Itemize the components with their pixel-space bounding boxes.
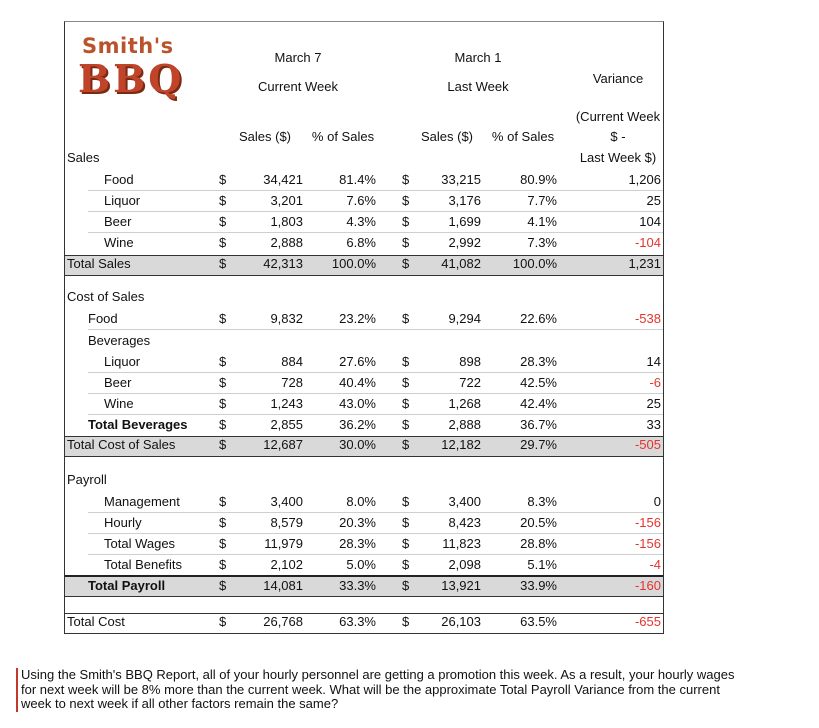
currency-sign: $ <box>402 494 410 509</box>
row-label: Wine <box>104 235 134 250</box>
currency-sign: $ <box>402 578 410 593</box>
variance-cell: -156 <box>634 536 661 551</box>
row-divider <box>88 329 663 330</box>
current-sales-cell: 8,579 <box>270 515 303 530</box>
row-label: Liquor <box>104 193 141 208</box>
currency-sign: $ <box>219 515 227 530</box>
current-pct-cell: 4.3% <box>346 214 376 229</box>
last-sales-cell: 1,699 <box>448 214 481 229</box>
currency-sign: $ <box>219 354 227 369</box>
row-divider <box>88 414 663 415</box>
current-pct-cell: 7.6% <box>346 193 376 208</box>
row-label: Liquor <box>104 354 141 369</box>
current-sales-cell: 14,081 <box>263 578 303 593</box>
variance-cell: 0 <box>653 494 661 509</box>
current-sales-cell: 26,768 <box>263 614 303 629</box>
current-date: March 7 <box>274 50 322 65</box>
currency-sign: $ <box>402 193 410 208</box>
currency-sign: $ <box>219 311 227 326</box>
current-pct-cell: 43.0% <box>339 396 376 411</box>
variance-cell: -505 <box>634 437 661 452</box>
current-pct-cell: 5.0% <box>346 557 376 572</box>
current-label: Current Week <box>258 79 338 94</box>
last-sales-cell: 3,400 <box>448 494 481 509</box>
variance-def-3: Last Week $) <box>579 150 657 165</box>
current-sales-cell: 884 <box>281 354 303 369</box>
current-sales-cell: 9,832 <box>270 311 303 326</box>
current-pct-cell: 36.2% <box>339 417 376 432</box>
current-pct-cell: 6.8% <box>346 235 376 250</box>
logo-text-bottom: BBQ <box>78 56 185 101</box>
last-date: March 1 <box>454 50 502 65</box>
currency-sign: $ <box>402 614 410 629</box>
row-label: Total Cost <box>67 614 125 629</box>
last-sales-cell: 722 <box>459 375 481 390</box>
currency-sign: $ <box>219 256 227 271</box>
last-pct-cell: 36.7% <box>520 417 557 432</box>
currency-sign: $ <box>219 557 227 572</box>
variance-cell: -104 <box>634 235 661 250</box>
variance-cell: 1,231 <box>628 256 661 271</box>
current-sales-cell: 2,855 <box>270 417 303 432</box>
section-payroll: Payroll <box>67 472 107 487</box>
current-sales-cell: 42,313 <box>263 256 303 271</box>
last-sales-cell: 8,423 <box>448 515 481 530</box>
variance-cell: 25 <box>646 193 661 208</box>
row-divider <box>88 190 663 191</box>
row-label: Hourly <box>104 515 142 530</box>
row-label: Total Payroll <box>88 578 166 593</box>
current-sales-cell: 1,803 <box>270 214 303 229</box>
row-label: Total Beverages <box>88 417 188 432</box>
currency-sign: $ <box>402 311 410 326</box>
currency-sign: $ <box>219 437 227 452</box>
last-pct-cell: 33.9% <box>520 578 557 593</box>
variance-def-2: $ - <box>610 129 626 144</box>
current-sales-cell: 11,979 <box>264 536 303 551</box>
last-pct-cell: 5.1% <box>527 557 557 572</box>
last-label: Last Week <box>447 79 509 94</box>
row-label: Total Cost of Sales <box>67 437 176 452</box>
currency-sign: $ <box>219 417 227 432</box>
currency-sign: $ <box>219 214 227 229</box>
current-pct-cell: 28.3% <box>339 536 376 551</box>
currency-sign: $ <box>219 494 227 509</box>
last-pct-cell: 80.9% <box>520 172 557 187</box>
current-pct-cell: 23.2% <box>339 311 376 326</box>
currency-sign: $ <box>219 536 227 551</box>
last-pct-cell: 7.7% <box>527 193 557 208</box>
section-cost: Cost of Sales <box>67 289 145 304</box>
last-sales-cell: 1,268 <box>448 396 481 411</box>
last-sales-cell: 2,888 <box>448 417 481 432</box>
rule <box>65 575 663 577</box>
last-sales-cell: 26,103 <box>441 614 481 629</box>
row-label: Food <box>104 172 134 187</box>
currency-sign: $ <box>402 557 410 572</box>
row-divider <box>88 533 663 534</box>
current-pct-cell: 33.3% <box>339 578 376 593</box>
currency-sign: $ <box>219 375 227 390</box>
currency-sign: $ <box>402 172 410 187</box>
row-divider <box>88 393 663 394</box>
last-pct-cell: 7.3% <box>527 235 557 250</box>
variance-cell: -655 <box>634 614 661 629</box>
last-pct-cell: 100.0% <box>512 256 557 271</box>
currency-sign: $ <box>402 214 410 229</box>
last-sales-cell: 12,182 <box>441 437 481 452</box>
current-pct-cell: 100.0% <box>331 256 376 271</box>
last-sales-cell: 11,823 <box>442 536 481 551</box>
variance-cell: -6 <box>649 375 661 390</box>
row-divider <box>88 232 663 233</box>
currency-sign: $ <box>219 396 227 411</box>
current-pct-cell: 8.0% <box>346 494 376 509</box>
last-pct-cell: 28.3% <box>520 354 557 369</box>
col-last-sales: Sales ($) <box>420 129 474 144</box>
currency-sign: $ <box>402 375 410 390</box>
currency-sign: $ <box>219 235 227 250</box>
current-pct-cell: 81.4% <box>339 172 376 187</box>
current-pct-cell: 63.3% <box>339 614 376 629</box>
last-sales-cell: 41,082 <box>441 256 481 271</box>
current-sales-cell: 3,201 <box>270 193 303 208</box>
variance-cell: -156 <box>634 515 661 530</box>
last-sales-cell: 898 <box>459 354 481 369</box>
currency-sign: $ <box>402 515 410 530</box>
current-sales-cell: 12,687 <box>263 437 303 452</box>
currency-sign: $ <box>219 172 227 187</box>
currency-sign: $ <box>402 354 410 369</box>
variance-def-1: (Current Week <box>575 109 661 124</box>
last-sales-cell: 13,921 <box>441 578 481 593</box>
rule <box>65 596 663 597</box>
rule <box>65 456 663 457</box>
current-sales-cell: 2,888 <box>270 235 303 250</box>
last-sales-cell: 3,176 <box>448 193 481 208</box>
current-sales-cell: 34,421 <box>263 172 303 187</box>
currency-sign: $ <box>402 437 410 452</box>
last-pct-cell: 4.1% <box>527 214 557 229</box>
variance-cell: 1,206 <box>628 172 661 187</box>
variance-cell: -160 <box>634 578 661 593</box>
col-cur-sales: Sales ($) <box>238 129 292 144</box>
currency-sign: $ <box>219 614 227 629</box>
last-pct-cell: 22.6% <box>520 311 557 326</box>
variance-cell: 104 <box>639 214 661 229</box>
col-cur-pct: % of Sales <box>311 129 375 144</box>
smiths-bbq-logo <box>72 30 200 102</box>
current-pct-cell: 40.4% <box>339 375 376 390</box>
current-sales-cell: 1,243 <box>270 396 303 411</box>
current-sales-cell: 728 <box>281 375 303 390</box>
currency-sign: $ <box>402 417 410 432</box>
row-label: Total Benefits <box>104 557 183 572</box>
row-divider <box>88 554 663 555</box>
current-pct-cell: 30.0% <box>339 437 376 452</box>
variance-cell: 14 <box>646 354 661 369</box>
row-label: Food <box>88 311 118 326</box>
last-sales-cell: 2,098 <box>448 557 481 572</box>
row-divider <box>88 512 663 513</box>
row-label: Total Wages <box>104 536 176 551</box>
row-divider <box>88 211 663 212</box>
variance-cell: 25 <box>646 396 661 411</box>
variance-cell: -538 <box>634 311 661 326</box>
row-label: Management <box>104 494 180 509</box>
last-sales-cell: 9,294 <box>448 311 481 326</box>
row-divider <box>88 372 663 373</box>
last-pct-cell: 20.5% <box>520 515 557 530</box>
current-pct-cell: 27.6% <box>339 354 376 369</box>
row-label: Total Sales <box>67 256 131 271</box>
last-sales-cell: 2,992 <box>448 235 481 250</box>
logo-text-top: Smith's <box>82 34 174 58</box>
section-sales: Sales <box>67 150 100 165</box>
last-pct-cell: 28.8% <box>520 536 557 551</box>
last-pct-cell: 8.3% <box>527 494 557 509</box>
currency-sign: $ <box>219 578 227 593</box>
row-label: Wine <box>104 396 134 411</box>
variance-title: Variance <box>592 71 644 86</box>
row-label: Beer <box>104 214 132 229</box>
currency-sign: $ <box>402 235 410 250</box>
rule <box>65 275 663 276</box>
variance-cell: 33 <box>646 417 661 432</box>
question-text: Using the Smith's BBQ Report, all of your hourly personnel are getting a promotion this week. As a result, your hourly wages for next week will be 8% more than the current week. What will be the approximate Total Payroll Variance from the current week to next week if all other factors remain the same? <box>16 668 741 712</box>
section-beverages: Beverages <box>88 333 151 348</box>
currency-sign: $ <box>402 256 410 271</box>
currency-sign: $ <box>219 193 227 208</box>
current-sales-cell: 2,102 <box>270 557 303 572</box>
col-last-pct: % of Sales <box>491 129 555 144</box>
current-sales-cell: 3,400 <box>270 494 303 509</box>
last-pct-cell: 42.4% <box>520 396 557 411</box>
row-label: Beer <box>104 375 132 390</box>
currency-sign: $ <box>402 396 410 411</box>
variance-cell: -4 <box>649 557 661 572</box>
current-pct-cell: 20.3% <box>339 515 376 530</box>
last-pct-cell: 29.7% <box>520 437 557 452</box>
last-pct-cell: 63.5% <box>520 614 557 629</box>
currency-sign: $ <box>402 536 410 551</box>
last-pct-cell: 42.5% <box>520 375 557 390</box>
last-sales-cell: 33,215 <box>441 172 481 187</box>
